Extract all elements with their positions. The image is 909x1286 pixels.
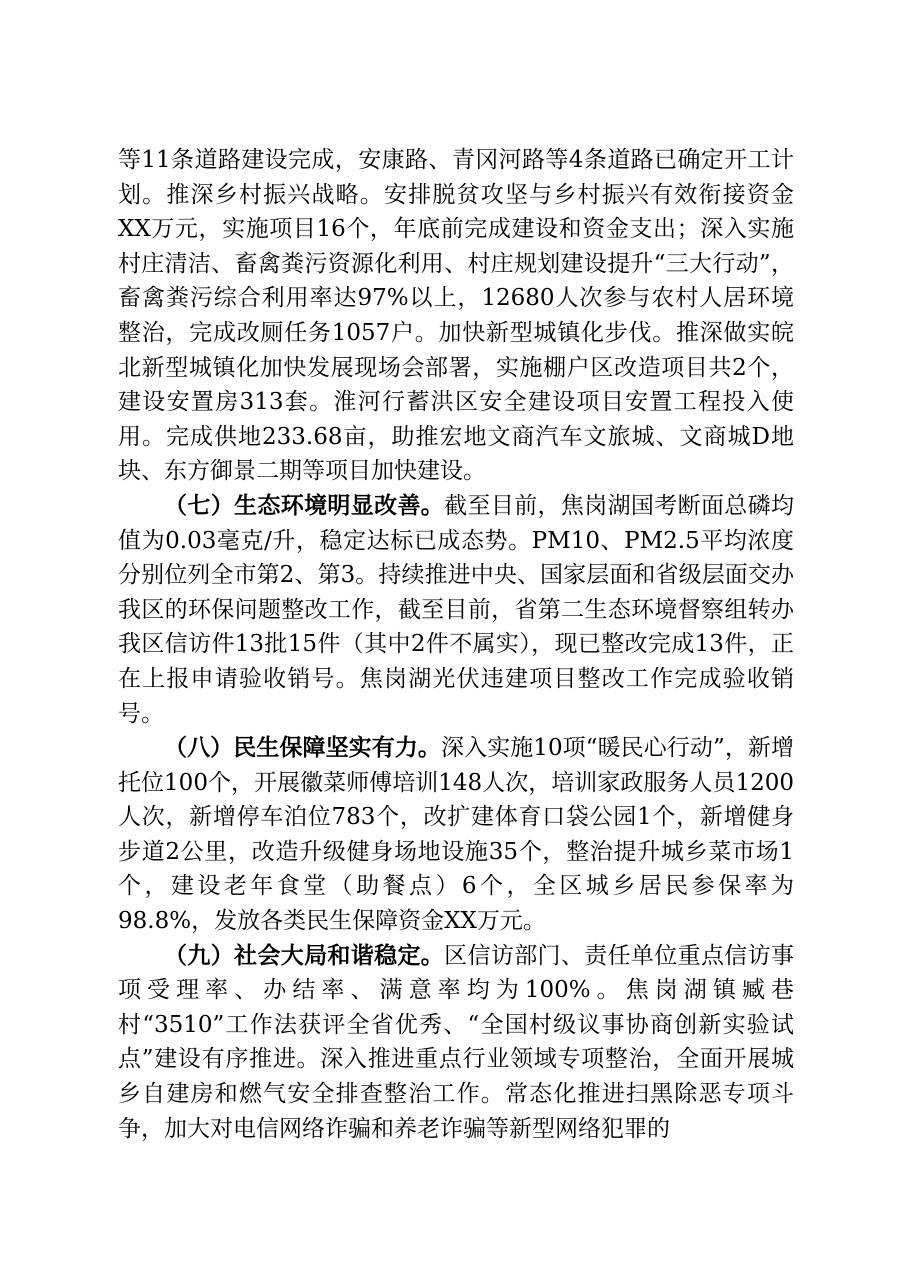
section-heading-livelihood: （八）民生保障坚实有力。 — [164, 734, 441, 762]
section-heading-social-stability: （九）社会大局和谐稳定。 — [164, 941, 445, 969]
paragraph-text: 截至目前，焦岗湖国考断面总磷均值为0.03毫克/升，稳定达标已成态势。PM10、PM2.5平均浓度分别位列全市第2、第3。持续推进中央、国家层面和省级层面交办我区的环保问题整改工作，截至目前，省第二生态环境督察组转办我区信访件13批15件（其中2件不属实），现已整改完成13件，正在上报申请验收销号。焦岗湖光伏违建项目整改工作完成验收销号。 — [118, 492, 795, 727]
paragraph-text: 深入实施10项“暖民心行动”，新增托位100个，开展徽菜师傅培训148人次，培训家政服务人员1200人次，新增停车泊位783个，改扩建体育口袋公园1个，新增健身步道2公里，改造升级健身场地设施35个，整治提升城乡菜市场1个，建设老年食堂（助餐点）6个，全区城乡居民参保率为98.8%，发放各类民生保障资金XX万元。 — [118, 735, 794, 935]
document-body — [118, 143, 794, 1146]
section-heading-ecology: （七）生态环境明显改善。 — [164, 491, 445, 519]
paragraph-social-stability — [118, 939, 794, 1147]
paragraph-rural-urban — [118, 143, 794, 489]
paragraph-livelihood — [118, 731, 794, 939]
paragraph-text: 区信访部门、责任单位重点信访事项受理率、办结率、满意率均为100%。焦岗湖镇臧巷村“3510”工作法获评全省优秀、“全国村级议事协商创新实验试点”建设有序推进。深入推进重点行业领域专项整治，全面开展城乡自建房和燃气安全排查整治工作。常态化推进扫黑除恶专项斗争，加大对电信网络诈骗和养老诈骗等新型网络犯罪的 — [118, 942, 795, 1142]
paragraph-text: 等11条道路建设完成，安康路、青冈河路等4条道路已确定开工计划。推深乡村振兴战略。安排脱贫攻坚与乡村振兴有效衔接资金XX万元，实施项目16个，年底前完成建设和资金支出；深入实施村庄清洁、畜禽粪污资源化利用、村庄规划建设提升“三大行动”，畜禽粪污综合利用率达97%以上，12680人次参与农村人居环境整治，完成改厕任务1057户。加快新型城镇化步伐。推深做实皖北新型城镇化加快发展现场会部署，实施棚户区改造项目共2个，建设安置房313套。淮河行蓄洪区安全建设项目安置工程投入使用。完成供地233.68亩，助推宏地文商汽车文旅城、文商城D地块、东方御景二期等项目加快建设。 — [118, 147, 794, 485]
paragraph-ecology — [118, 489, 794, 731]
